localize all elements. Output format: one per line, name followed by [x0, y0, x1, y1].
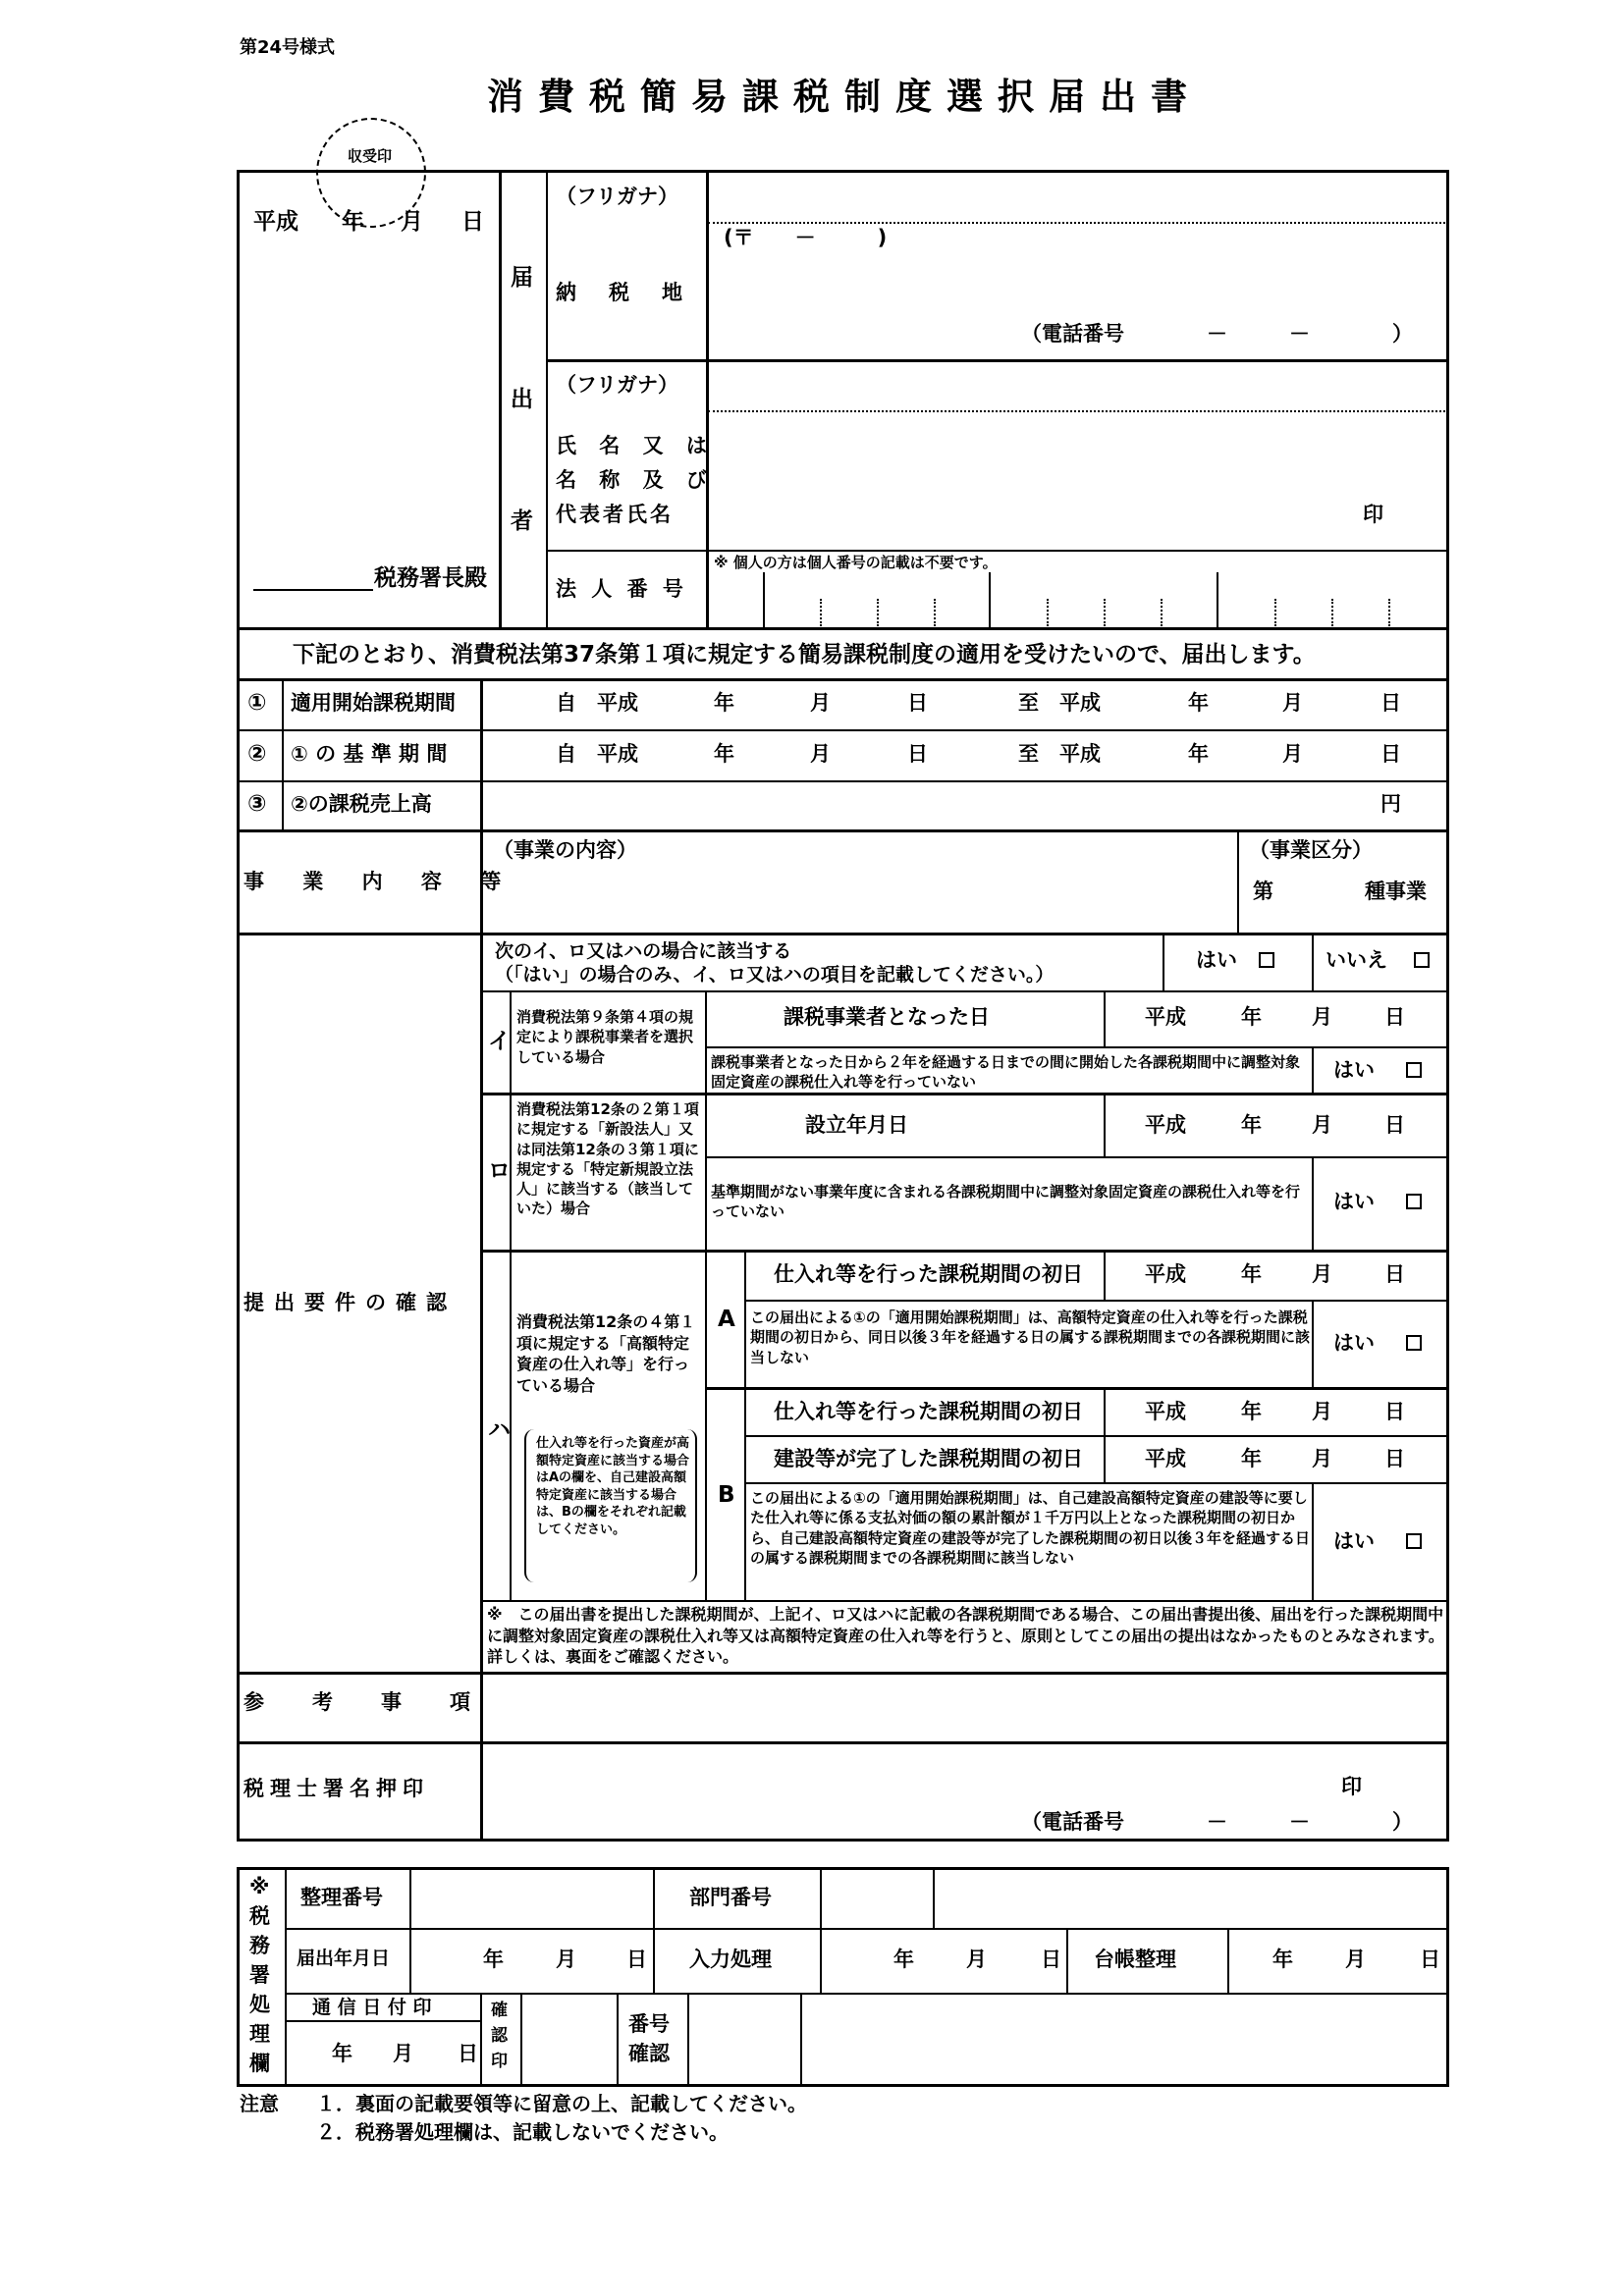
row1-from: 自 平成 — [556, 691, 638, 715]
ha-a-yes-label: はい — [1333, 1331, 1375, 1355]
filing-date-year: 年 — [342, 209, 364, 235]
i-m: 月 — [1312, 1005, 1332, 1029]
postal-code-field[interactable]: (〒 － ) — [724, 226, 888, 249]
i-heisei: 平成 — [1145, 1005, 1186, 1029]
row3-label: ②の課税売上高 — [291, 792, 432, 816]
kakunin-1: 確 — [491, 2001, 508, 2020]
i-date-label: 課税事業者となった日 — [784, 1005, 990, 1029]
bango-1: 番号 — [628, 2012, 670, 2036]
tsushin-label: 通 信 日 付 印 — [312, 1997, 432, 2018]
kakunin-3: 印 — [491, 2052, 508, 2071]
nyuryoku-m: 月 — [966, 1948, 987, 1971]
row2-num: ② — [247, 741, 267, 767]
daicho-label: 台帳整理 — [1094, 1948, 1176, 1971]
statement-text: 下記のとおり、消費税法第37条第１項に規定する簡易課税制度の適用を受けたいので、届出します。 — [293, 642, 1316, 667]
row2-from-m: 月 — [810, 742, 831, 766]
bango-2: 確認 — [628, 2042, 670, 2065]
ha-b-yes-checkbox[interactable] — [1406, 1533, 1422, 1549]
filer-col-2: 出 — [511, 387, 533, 412]
filer-col-3: 者 — [511, 508, 533, 534]
furigana-label-1: （フリガナ） — [556, 185, 678, 208]
ha-b-yes-label: はい — [1333, 1529, 1375, 1553]
ro-mark: ロ — [488, 1158, 511, 1184]
furigana-label-2: （フリガナ） — [556, 373, 678, 397]
ro-yes-checkbox[interactable] — [1406, 1194, 1422, 1209]
ha-a-m: 月 — [1312, 1262, 1332, 1286]
ha-b-condition: この届出による①の「適用開始課税期間」は、自己建設高額特定資産の建設等に要した仕入れ等に係る支払対価の額の累計額が１千万円以上となった課税期間の初日から、自己建設高額特定資産の建設等が完了した課税期間の初日以後３年を経過する日の属する課税期間までの各課税期間に該当しない — [750, 1489, 1311, 1567]
ha-b2-y: 年 — [1241, 1447, 1262, 1470]
todoke-m: 月 — [556, 1948, 576, 1971]
i-yes-checkbox[interactable] — [1406, 1062, 1422, 1078]
nyuryoku-y: 年 — [893, 1948, 914, 1971]
daicho-y: 年 — [1272, 1948, 1293, 1971]
req-no-checkbox[interactable] — [1414, 952, 1430, 968]
notes-head: 注意 — [240, 2092, 279, 2115]
filer-tel-field[interactable]: （電話番号 － － ） — [1021, 322, 1413, 346]
req-yes-checkbox[interactable] — [1259, 952, 1274, 968]
business-division-label: （事業区分） — [1249, 838, 1373, 862]
row3-yen: 円 — [1380, 792, 1401, 816]
req-question-2: （「はい」の場合のみ、イ、ロ又はハの項目を記載してください。） — [495, 964, 1055, 986]
ha-b1-d: 日 — [1384, 1400, 1405, 1423]
daicho-m: 月 — [1345, 1948, 1366, 1971]
tax-accountant-label: 税理士署名押印 — [243, 1777, 429, 1800]
filer-seal-mark: 印 — [1363, 503, 1383, 526]
ha-b1-y: 年 — [1241, 1400, 1262, 1423]
row1-to-d: 日 — [1380, 691, 1401, 715]
ro-m: 月 — [1312, 1113, 1332, 1137]
office-col-5: 処 — [249, 1993, 270, 2016]
ha-description: 消費税法第12条の４第１項に規定する「高額特定資産の仕入れ等」を行っている場合 — [516, 1312, 696, 1395]
office-col-2: 税 — [249, 1904, 270, 1928]
ha-b1-heisei: 平成 — [1145, 1400, 1186, 1423]
office-col-7: 欄 — [249, 2052, 270, 2075]
business-division-dai: 第 — [1253, 880, 1273, 903]
ha-b2-m: 月 — [1312, 1447, 1332, 1470]
office-col-4: 署 — [249, 1963, 270, 1987]
tsushin-y: 年 — [332, 2042, 352, 2065]
ha-note: 仕入れ等を行った資産が高額特定資産に該当する場合はAの欄を、自己建設高額特定資産に該当する場合は、Bの欄をそれぞれ記載してください。 — [536, 1436, 690, 1537]
row2-to-d: 日 — [1380, 742, 1401, 766]
row1-to-m: 月 — [1282, 691, 1303, 715]
tsushin-d: 日 — [458, 2042, 478, 2065]
ro-date-label: 設立年月日 — [805, 1113, 908, 1137]
tsushin-m: 月 — [393, 2042, 413, 2065]
row1-from-d: 日 — [907, 691, 928, 715]
form-number: 第24号様式 — [240, 37, 336, 58]
kakunin-2: 認 — [491, 2026, 508, 2046]
name-label-2: 名 称 及 び — [556, 468, 715, 492]
office-col-3: 務 — [249, 1934, 270, 1957]
ha-mark: ハ — [488, 1417, 511, 1443]
daicho-d: 日 — [1420, 1948, 1440, 1971]
ro-y: 年 — [1241, 1113, 1262, 1137]
row1-to: 至 平成 — [1018, 691, 1101, 715]
filing-date-month: 月 — [401, 209, 423, 235]
receipt-stamp-label: 収受印 — [348, 147, 393, 165]
req-question-1: 次のイ、ロ又はハの場合に該当する — [495, 940, 792, 962]
bumon-label: 部門番号 — [689, 1886, 772, 1909]
business-division-shu: 種事業 — [1365, 880, 1427, 903]
note-2: ２．税務署処理欄は、記載しないでください。 — [316, 2120, 729, 2144]
ro-condition: 基準期間がない事業年度に含まれる各課税期間中に調整対象固定資産の課税仕入れ等を行っていない — [711, 1183, 1301, 1221]
row1-to-y: 年 — [1188, 691, 1209, 715]
ha-a-date-label: 仕入れ等を行った課税期間の初日 — [774, 1262, 1083, 1286]
row2-to-m: 月 — [1282, 742, 1303, 766]
ha-b2-heisei: 平成 — [1145, 1447, 1186, 1470]
name-label-1: 氏 名 又 は — [556, 434, 715, 457]
reference-label: 参 考 事 項 — [243, 1690, 484, 1714]
note-1: １．裏面の記載要領等に留意の上、記載してください。 — [316, 2092, 807, 2115]
office-col-1: ※ — [249, 1875, 270, 1898]
row1-from-m: 月 — [810, 691, 831, 715]
row1-num: ① — [247, 690, 267, 716]
ha-a-heisei: 平成 — [1145, 1262, 1186, 1286]
tax-accountant-tel[interactable]: （電話番号 － － ） — [1021, 1810, 1413, 1834]
ha-b2-d: 日 — [1384, 1447, 1405, 1470]
ha-a-yes-checkbox[interactable] — [1406, 1335, 1422, 1351]
row1-from-y: 年 — [714, 691, 734, 715]
corp-number-label: 法 人 番 号 — [556, 577, 687, 601]
row2-label: ① の 基 準 期 間 — [291, 742, 448, 766]
req-yes-label: はい — [1196, 948, 1237, 972]
ha-a-y: 年 — [1241, 1262, 1262, 1286]
ha-a-condition: この届出による①の「適用開始課税期間」は、高額特定資産の仕入れ等を行った課税期間の初日から、同日以後３年を経過する日の属する課税期間までの各課税期間に該当しない — [750, 1308, 1311, 1366]
row2-from: 自 平成 — [556, 742, 638, 766]
ro-description: 消費税法第12条の２第１項に規定する「新設法人」又は同法第12条の３第１項に規定する「特定新規設立法人」に該当する（該当していた）場合 — [516, 1100, 699, 1218]
i-condition: 課税事業者となった日から２年を経過する日までの間に開始した各課税期間中に調整対象固定資産の課税仕入れ等を行っていない — [711, 1053, 1301, 1092]
nyuryoku-label: 入力処理 — [689, 1948, 772, 1971]
row2-from-d: 日 — [907, 742, 928, 766]
ha-a-d: 日 — [1384, 1262, 1405, 1286]
req-footnote: ※ この届出書を提出した課税期間が、上記イ、ロ又はハに記載の各課税期間である場合、この届出書提出後、届出を行った課税期間中に調整対象固定資産の課税仕入れ等又は高額特定資産の仕入れ等を行うと、原則としてこの届出の提出はなかったものとみなされます。詳しくは、裏面をご確認ください。 — [487, 1605, 1444, 1667]
ha-b-date-label-2: 建設等が完了した課税期間の初日 — [774, 1447, 1083, 1470]
i-mark: イ — [488, 1029, 511, 1054]
row2-to: 至 平成 — [1018, 742, 1101, 766]
nyuryoku-d: 日 — [1041, 1948, 1061, 1971]
nozeichi-label: 納 税 地 — [556, 281, 688, 304]
ha-a-mark: A — [718, 1307, 735, 1332]
ha-b-date-label-1: 仕入れ等を行った課税期間の初日 — [774, 1400, 1083, 1423]
office-processing-box — [237, 1867, 1449, 2087]
i-d: 日 — [1384, 1005, 1405, 1029]
tax-accountant-seal: 印 — [1341, 1775, 1362, 1798]
row2-from-y: 年 — [714, 742, 734, 766]
seiri-label: 整理番号 — [300, 1886, 383, 1909]
row1-label: 適用開始課税期間 — [291, 691, 456, 715]
office-col-6: 理 — [249, 2022, 270, 2046]
i-description: 消費税法第９条第４項の規定により課税事業者を選択している場合 — [516, 1008, 694, 1066]
todoke-d: 日 — [626, 1948, 647, 1971]
filer-col-1: 届 — [511, 265, 533, 291]
page-title: 消費税簡易課税制度選択届出書 — [487, 76, 1202, 118]
filing-date-day: 日 — [461, 209, 484, 235]
row2-to-y: 年 — [1188, 742, 1209, 766]
ro-yes-label: はい — [1333, 1190, 1375, 1213]
row3-num: ③ — [247, 791, 267, 817]
requirements-label: 提出要件の確認 — [243, 1291, 457, 1314]
req-no-label: いいえ — [1325, 948, 1387, 972]
filing-date-era: 平成 — [253, 209, 298, 235]
business-content-label: （事業の内容） — [493, 838, 637, 862]
todoke-y: 年 — [483, 1948, 504, 1971]
business-label: 事 業 内 容 等 — [243, 870, 517, 893]
ro-d: 日 — [1384, 1113, 1405, 1137]
ha-b-mark: B — [718, 1482, 735, 1508]
tax-office-addressee: 税務署長殿 — [374, 565, 487, 591]
todoke-label: 届出年月日 — [297, 1948, 391, 1969]
corp-number-note: ※ 個人の方は個人番号の記載は不要です。 — [714, 554, 998, 571]
ro-heisei: 平成 — [1145, 1113, 1186, 1137]
i-y: 年 — [1241, 1005, 1262, 1029]
ha-b1-m: 月 — [1312, 1400, 1332, 1423]
i-yes-label: はい — [1333, 1058, 1375, 1082]
name-label-3: 代表者氏名 — [556, 503, 674, 526]
